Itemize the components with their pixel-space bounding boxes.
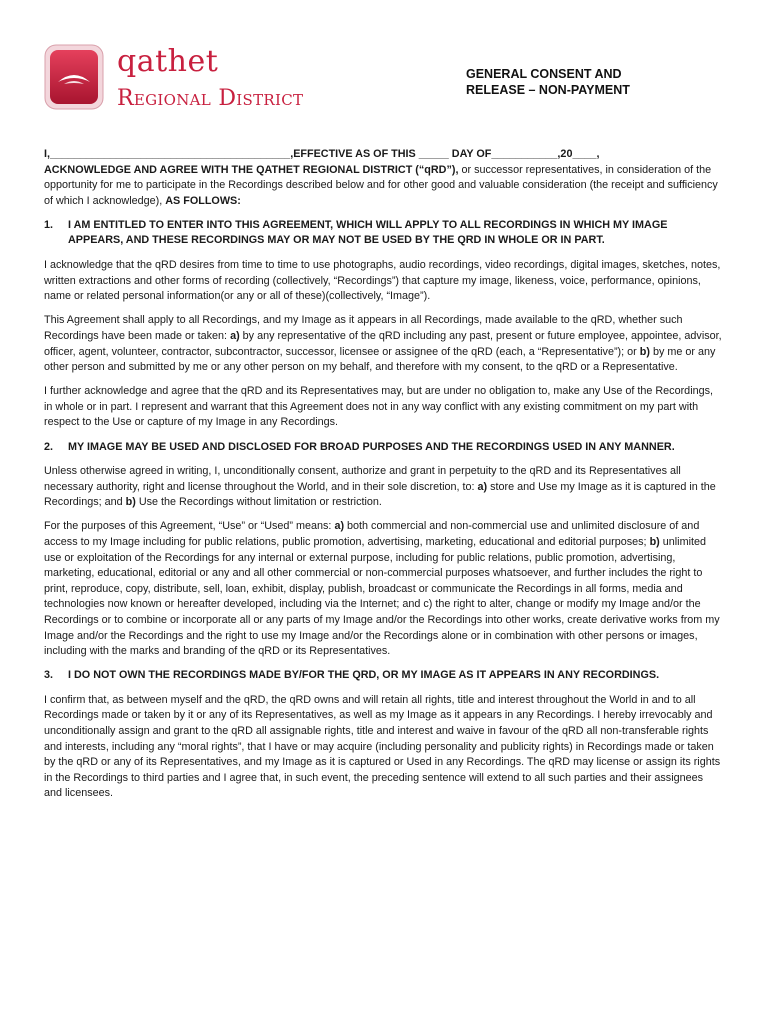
logo-subtitle: Regional District bbox=[117, 86, 304, 111]
s2-p2-text-c: unlimited use or exploitation of the Recordings for any internal or external purpose, including for public relations, public promotion, advertising, marketing, educational, editorial or any and all other commercial or non-commercial purposes whatsoever, and further includes the right to print, reproduce, copy, distribute, sell, loan, exhibit, display, publish, broadcast or communicate the Recordings in all forms, media and technologies now known or hereafter developed, including via the Internet; and c) the right to alter, change or modify my Image and/or the Recordings or to combine or incorporate all or any parts of my Image and/or the Recordings into other works, create derivative works from my Image and/or the Recordings and the right to use my Image and/or the Recordings alone or in combination with other persons or images, including with the marks and branding of the qRD or its Representatives. bbox=[44, 535, 720, 658]
s1-p2-text-b: by any representative of the qRD including any past, present or future employee, appointee, advisor, officer, agent, volunteer, contractor, subcontractor, successor, licensee or assignee of the qRD (each, a “Representative”); or bbox=[44, 329, 722, 358]
intro-paragraph bbox=[44, 147, 724, 209]
section-1-para-1: I acknowledge that the qRD desires from time to time to use photographs, audio recordings, video recordings, digital images, sketches, notes, written extractions and other forms of recording (collectively, “Recordings”) that capture my image, likeness, voice, performance, opinions, name or related personal information(or any or all of these)(collectively, “Image”). bbox=[44, 259, 721, 303]
section-1-heading bbox=[44, 218, 724, 249]
section-3-number: 3. bbox=[44, 669, 54, 682]
qathet-logo-icon bbox=[44, 44, 104, 110]
title-line-2: RELEASE – NON-PAYMENT bbox=[466, 83, 630, 97]
logo-wordmark bbox=[117, 46, 303, 112]
section-3-title: I DO NOT OWN THE RECORDINGS MADE BY/FOR THE QRD, OR MY IMAGE AS IT APPEARS IN ANY RECORDINGS. bbox=[68, 669, 660, 682]
s1-p2-text-a: This Agreement shall apply to all Recordings, and my Image as it appears in all Recordings, made available to the qRD, whether such Recordings have been made or taken: bbox=[44, 314, 683, 342]
s2-p2-marker-b: b) bbox=[649, 535, 660, 548]
document-header bbox=[44, 44, 734, 120]
intro-blank-line: I,________________________________________,EFFECTIVE AS OF THIS _____ DAY OF___________,20____, bbox=[44, 148, 600, 160]
title-line-1: GENERAL CONSENT AND bbox=[466, 67, 622, 81]
s2-p2-marker-a: a) bbox=[334, 520, 345, 533]
section-1-number: 1. bbox=[44, 218, 54, 231]
intro-acknowledge: ACKNOWLEDGE AND AGREE WITH THE QATHET REGIONAL DISTRICT (“qRD”), bbox=[44, 163, 459, 176]
section-2-para-1 bbox=[44, 464, 724, 511]
s2-p1-text-b: store and Use my Image as it is captured in the Recordings; and bbox=[44, 480, 716, 509]
s2-p1-marker-b: b) bbox=[125, 496, 136, 509]
section-2-heading bbox=[44, 440, 724, 456]
section-1-para-3: I further acknowledge and agree that the qRD and its Representatives may, but are under no obligation to, make any Use of the Recordings, in whole or in part. I represent and warrant that this Agreement does not in any way conflict with any existing commitment on my part with respect to the Use or capture of my Image in any Recordings. bbox=[44, 385, 713, 429]
s1-p2-marker-b: b) bbox=[639, 345, 650, 358]
document-title bbox=[466, 66, 706, 98]
s2-p1-text-a: Unless otherwise agreed in writing, I, unconditionally consent, authorize and grant in perpetuity to the qRD and its Representatives all necessary authority, right and license throughout the World, and in their sole discretion, to: bbox=[44, 465, 681, 493]
s2-p2-text-b: both commercial and non-commercial use and unlimited disclosure of and access to my Image including for public relations, public promotion, advertising, marketing, educational and editorial purposes; bbox=[44, 520, 700, 548]
logo-name: qathet bbox=[117, 44, 219, 79]
section-1-para-2 bbox=[44, 313, 724, 375]
section-3-para-1: I confirm that, as between myself and the qRD, the qRD owns and will retain all rights, title and interest throughout the World in and to all Recordings made or taken by it or any of its Representatives, as well as my Image as it appears in any Recordings. I hereby irrevocably and unconditionally assign and grant to the qRD all assignable rights, title and interest and waive in favour of the qRD all non-transferable rights and interests, including any “moral rights”, that I have or may acquire (including personality and publicity rights) in Recordings made or taken by the qRD or any of its Representatives, and my Image as it is captured or Used in any Recordings. The qRD may license or assign its rights in the Recordings to third parties and I agree that, in such event, the preceding sentence will extend to all such parties and their assignees and licensees. bbox=[44, 693, 721, 800]
s1-p2-marker-a: a) bbox=[230, 329, 240, 342]
document-body bbox=[44, 147, 724, 810]
s1-p2-text-c: by me or any other person and submitted by me or any other person on my behalf, and therefore with my consent, to the qRD or a Representative. bbox=[44, 345, 716, 374]
s2-p2-text-a: For the purposes of this Agreement, “Use” or “Used” means: bbox=[44, 520, 335, 533]
intro-as-follows: AS FOLLOWS: bbox=[165, 194, 241, 207]
section-3-heading bbox=[44, 668, 724, 684]
section-2-title: MY IMAGE MAY BE USED AND DISCLOSED FOR BROAD PURPOSES AND THE RECORDINGS USED IN ANY MANNER. bbox=[68, 440, 675, 453]
s2-p1-text-c: Use the Recordings without limitation or restriction. bbox=[135, 496, 382, 509]
section-2-para-2 bbox=[44, 519, 724, 659]
section-2-number: 2. bbox=[44, 440, 54, 453]
intro-consideration: or successor representatives, in consideration of the opportunity for me to participate in the Recordings described below and for other good and valuable consideration (the receipt and sufficiency of which I acknowledge), bbox=[44, 163, 718, 207]
s2-p1-marker-a: a) bbox=[477, 480, 488, 493]
section-1-title: I AM ENTITLED TO ENTER INTO THIS AGREEMENT, WHICH WILL APPLY TO ALL RECORDINGS IN WHICH MY IMAGE APPEARS, AND THESE RECORDINGS MAY OR MAY NOT BE USED BY THE QRD IN WHOLE OR IN PART. bbox=[68, 218, 668, 247]
